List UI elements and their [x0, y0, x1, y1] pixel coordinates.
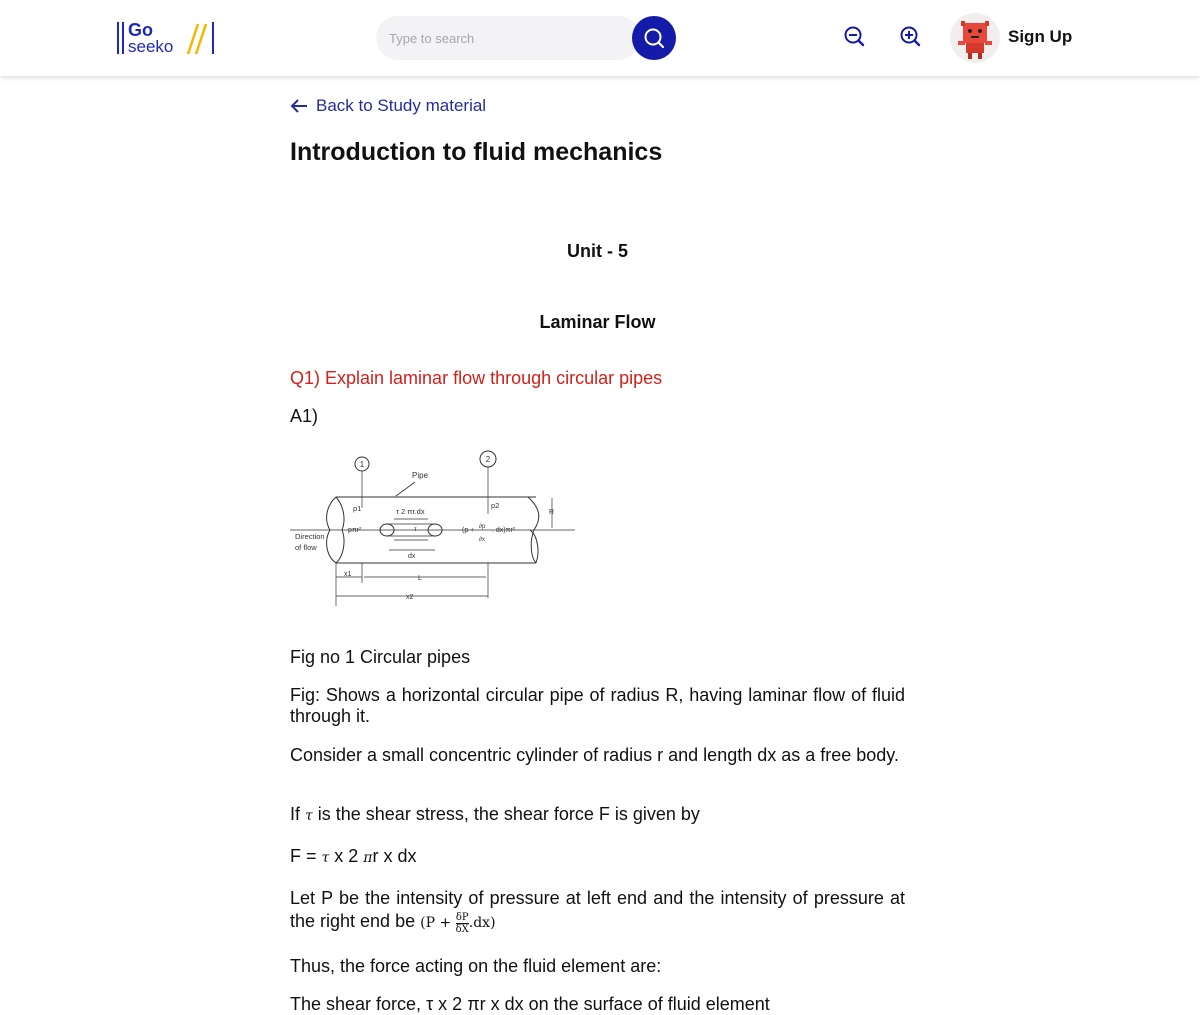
back-to-study-material-link[interactable] [290, 96, 486, 116]
body-paragraph-1: Fig: Shows a horizontal circular pipe of radius R, having laminar flow of fluid through it. [290, 685, 905, 726]
body-paragraph-7: The shear force, τ x 2 πr x dx on the surface of fluid element [290, 994, 770, 1014]
dx-label: dx [408, 553, 416, 560]
search-input[interactable] [376, 16, 640, 60]
sign-up-button[interactable]: Sign Up [1008, 27, 1073, 46]
zoom-out-icon [843, 25, 867, 49]
search-icon [643, 27, 665, 49]
p3-text-a: If [290, 804, 306, 824]
tau-symbol: τ [305, 808, 313, 824]
node-1-label: 1 [359, 460, 365, 469]
section-heading: Laminar Flow [539, 312, 656, 332]
p3-text-b: is the shear stress, the shear force F is given by [312, 804, 700, 824]
fraction [456, 912, 469, 935]
p2-label: p2 [491, 501, 500, 510]
direction-label-line2: of flow [295, 543, 317, 552]
right-force-dp: ∂p [479, 524, 486, 530]
zoom-in-icon [899, 25, 923, 49]
body-paragraph-5 [290, 887, 905, 935]
search-bar [376, 16, 676, 60]
fraction-numerator: δP [455, 911, 469, 923]
p1-label: p1 [353, 504, 362, 513]
top-navbar [0, 0, 1200, 76]
body-paragraph-6: Thus, the force acting on the fluid element are: [290, 956, 662, 976]
figure-caption: Fig no 1 Circular pipes [290, 647, 471, 667]
x2-label: x2 [406, 594, 414, 601]
direction-label-line1: Direction [295, 532, 325, 541]
zoom-in-button[interactable] [899, 25, 923, 49]
p4-text-c: r x dx [372, 846, 417, 866]
x1-label: x1 [344, 571, 352, 578]
user-avatar[interactable] [950, 13, 1000, 63]
page-title: Introduction to fluid mechanics [290, 138, 663, 166]
pi-symbol: π [363, 850, 373, 866]
p5-text-a: Let P be the intensity of pressure at left end and the intensity of pressure at the right end be [290, 888, 905, 931]
tau-label: τ [414, 526, 417, 533]
question-text: Q1) Explain laminar flow through circular pipes [290, 368, 663, 388]
tau-symbol-eq: τ [321, 850, 330, 866]
node-2-label: 2 [485, 455, 491, 464]
unit-heading: Unit - 5 [567, 241, 628, 261]
logo-text-bottom: seeko [128, 37, 174, 56]
shear-force-label: τ 2 πr.dx [396, 507, 425, 516]
logo-text-top: Go [128, 20, 153, 40]
expr-close: .dx) [468, 915, 496, 931]
answer-label: A1) [290, 406, 319, 426]
right-force-label-b: . dx)πr² [492, 527, 516, 534]
body-paragraph-3 [290, 804, 905, 827]
search-button[interactable] [632, 16, 676, 60]
logo-graphic [116, 20, 216, 56]
robot-avatar-icon [950, 13, 1000, 63]
circular-pipe-figure [290, 448, 580, 608]
back-link-label: Back to Study material [316, 96, 487, 115]
L-label: L [418, 575, 422, 582]
pressure-expression [420, 911, 496, 935]
right-force-label-a: (p + [462, 527, 475, 534]
shear-force-equation [290, 846, 905, 869]
pipe-diagram [290, 448, 580, 608]
fraction-denominator: δX [455, 923, 469, 935]
goseeko-logo[interactable] [116, 20, 216, 56]
body-paragraph-2: Consider a small concentric cylinder of radius r and length dx as a free body. [290, 745, 899, 765]
zoom-out-button[interactable] [843, 25, 867, 49]
radius-label: R [549, 509, 555, 516]
right-force-dx: ∂x [479, 537, 485, 543]
p4-text-a: F = [290, 846, 322, 866]
p4-text-b: x 2 [329, 846, 364, 866]
expr-open: (P + [420, 915, 456, 931]
arrow-left-icon [290, 98, 308, 114]
pipe-label: Pipe [412, 471, 429, 480]
left-force-label: pπr² [348, 527, 362, 534]
